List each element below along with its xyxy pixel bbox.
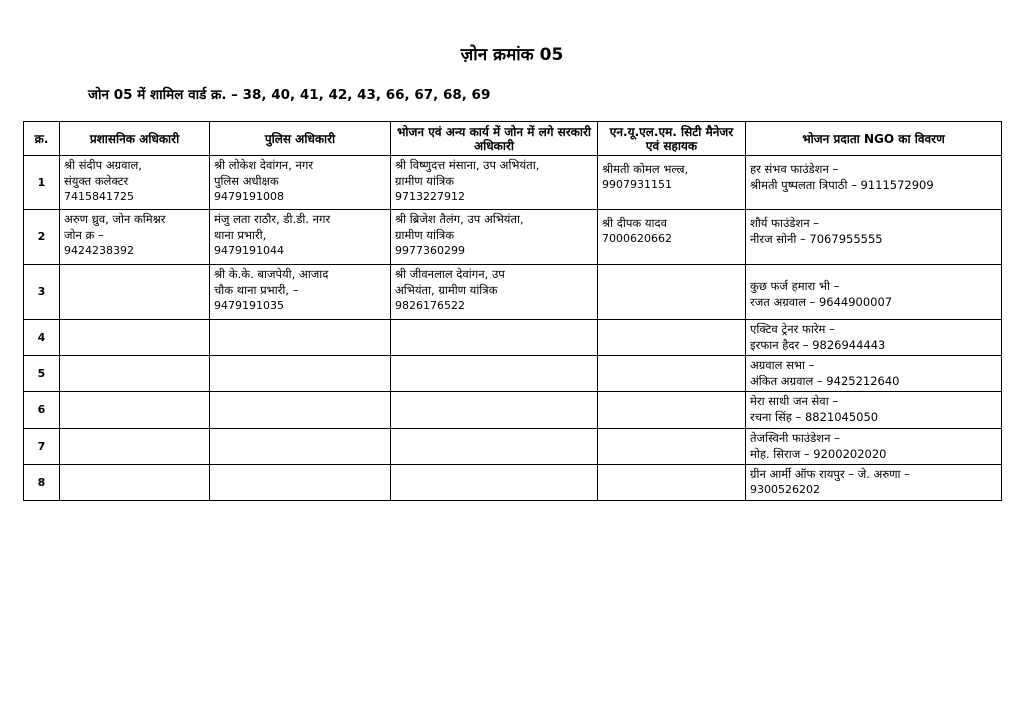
- police-officer-name: श्री के.के. बाजपेयी, आजाद: [214, 267, 329, 281]
- header-ngo-details: भोजन प्रदाता NGO का विवरण: [746, 122, 1002, 156]
- police-officer-cell: [210, 156, 391, 210]
- ngo-details-cell: [746, 429, 1002, 465]
- row-serial: 2: [24, 210, 60, 265]
- ngo-details-cell: [746, 392, 1002, 429]
- govt-officer-phone: 9977360299: [395, 244, 465, 257]
- nulm-manager-cell: [598, 429, 746, 465]
- police-officer-designation: थाना प्रभारी,: [214, 228, 267, 242]
- table-header-row: [24, 122, 1002, 156]
- admin-officer-name: अरुण ध्रुव, जोन कमिश्नर: [64, 212, 166, 226]
- ngo-details-cell: [746, 156, 1002, 210]
- admin-officer-cell: [60, 320, 210, 356]
- police-officer-cell: [210, 210, 391, 265]
- govt-officer-name: श्री जीवनलाल देवांगन, उप: [395, 267, 505, 281]
- row-serial: 3: [24, 265, 60, 320]
- row-serial: 4: [24, 320, 60, 356]
- nulm-manager-cell: [598, 265, 746, 320]
- admin-officer-cell: [60, 210, 210, 265]
- govt-officer-department: ग्रामीण यांत्रिक: [395, 174, 455, 188]
- ngo-contact: अंकित अग्रवाल – 9425212640: [750, 374, 900, 388]
- nulm-manager-name: श्री दीपक यादव: [602, 216, 668, 230]
- ngo-name: एक्टिव ट्रेनर फारेम –: [750, 322, 835, 336]
- police-officer-cell: [210, 392, 391, 429]
- govt-officer-cell: [391, 429, 598, 465]
- header-admin-officer: प्रशासनिक अधिकारी: [60, 122, 210, 156]
- ngo-name: कुछ फर्ज हमारा भी –: [750, 279, 840, 293]
- ngo-contact: इरफान हैदर – 9826944443: [750, 338, 886, 352]
- ngo-details-cell: [746, 320, 1002, 356]
- row-serial: 8: [24, 465, 60, 501]
- govt-officer-cell: [391, 210, 598, 265]
- ngo-contact: रचना सिंह – 8821045050: [750, 410, 879, 424]
- admin-officer-cell: [60, 156, 210, 210]
- ward-list-subtitle: जोन 05 में शामिल वार्ड क्र. – 38, 40, 41, 42, 43, 66, 67, 68, 69: [88, 87, 491, 103]
- admin-officer-designation: संयुक्त कलेक्टर: [64, 174, 129, 188]
- admin-officer-cell: [60, 429, 210, 465]
- row-serial: 5: [24, 356, 60, 392]
- header-serial: क्र.: [24, 122, 60, 156]
- admin-officer-cell: [60, 465, 210, 501]
- govt-officer-phone: 9826176522: [395, 299, 465, 312]
- police-officer-designation: पुलिस अधीक्षक: [214, 174, 279, 188]
- ngo-details-cell: [746, 265, 1002, 320]
- table-row: [24, 265, 1002, 320]
- table-row: [24, 210, 1002, 265]
- table-row: [24, 156, 1002, 210]
- govt-officer-cell: [391, 392, 598, 429]
- header-nulm-manager: एन.यू.एल.एम. सिटी मैनेजर एवं सहायक: [598, 122, 746, 156]
- police-officer-phone: 9479191008: [214, 190, 284, 203]
- table-row: [24, 356, 1002, 392]
- row-serial: 6: [24, 392, 60, 429]
- govt-officer-cell: [391, 465, 598, 501]
- admin-officer-cell: [60, 392, 210, 429]
- page-title: ज़ोन क्रमांक 05: [460, 45, 564, 65]
- row-serial: 1: [24, 156, 60, 210]
- header-police-officer: पुलिस अधिकारी: [210, 122, 391, 156]
- police-officer-phone: 9479191035: [214, 299, 284, 312]
- govt-officer-name: श्री विष्णुदत्त मंसाना, उप अभियंता,: [395, 158, 540, 172]
- ngo-contact: मोह. सिराज – 9200202020: [750, 447, 887, 461]
- ngo-name: ग्रीन आर्मी ऑफ रायपुर – जे. अरुणा –: [750, 467, 910, 481]
- police-officer-cell: [210, 356, 391, 392]
- nulm-manager-cell: [598, 320, 746, 356]
- nulm-manager-phone: 7000620662: [602, 232, 672, 245]
- nulm-manager-cell: [598, 465, 746, 501]
- ngo-details-cell: [746, 210, 1002, 265]
- police-officer-name: श्री लोकेश देवांगन, नगर: [214, 158, 314, 172]
- police-officer-designation: चौक थाना प्रभारी, –: [214, 283, 299, 297]
- ngo-name: मेरा साथी जन सेवा –: [750, 394, 839, 408]
- nulm-manager-cell: [598, 156, 746, 210]
- police-officer-cell: [210, 465, 391, 501]
- nulm-manager-cell: [598, 392, 746, 429]
- govt-officer-cell: [391, 356, 598, 392]
- nulm-manager-cell: [598, 356, 746, 392]
- police-officer-name: मंजु लता राठौर, डी.डी. नगर: [214, 212, 331, 226]
- govt-officer-cell: [391, 265, 598, 320]
- ngo-name: हर संभव फाउंडेशन –: [750, 162, 839, 176]
- ngo-contact: रजत अग्रवाल – 9644900007: [750, 295, 893, 309]
- admin-officer-designation: जोन क्र –: [64, 228, 104, 242]
- zone-officials-table: [23, 121, 1002, 501]
- nulm-manager-phone: 9907931151: [602, 178, 672, 191]
- ngo-name: अग्रवाल सभा –: [750, 358, 815, 372]
- admin-officer-phone: 7415841725: [64, 190, 134, 203]
- police-officer-cell: [210, 320, 391, 356]
- row-serial: 7: [24, 429, 60, 465]
- admin-officer-cell: [60, 356, 210, 392]
- admin-officer-name: श्री संदीप अग्रवाल,: [64, 158, 142, 172]
- govt-officer-department: ग्रामीण यांत्रिक: [395, 228, 455, 242]
- table-row: [24, 429, 1002, 465]
- govt-officer-phone: 9713227912: [395, 190, 465, 203]
- ngo-contact: श्रीमती पुष्पलता त्रिपाठी – 9111572909: [750, 178, 934, 192]
- govt-officer-cell: [391, 320, 598, 356]
- table-row: [24, 320, 1002, 356]
- table-row: [24, 392, 1002, 429]
- header-govt-officer: भोजन एवं अन्य कार्य में जोन में लगे सरकारी अधिकारी: [391, 122, 598, 156]
- police-officer-cell: [210, 429, 391, 465]
- ngo-details-cell: [746, 465, 1002, 501]
- nulm-manager-name: श्रीमती कोमल भल्ल्र,: [602, 162, 689, 176]
- table-row: [24, 465, 1002, 501]
- nulm-manager-cell: [598, 210, 746, 265]
- govt-officer-cell: [391, 156, 598, 210]
- ngo-details-cell: [746, 356, 1002, 392]
- ngo-contact: नीरज सोनी – 7067955555: [750, 232, 883, 246]
- police-officer-phone: 9479191044: [214, 244, 284, 257]
- police-officer-cell: [210, 265, 391, 320]
- ngo-contact: 9300526202: [750, 483, 820, 496]
- govt-officer-department: अभियंता, ग्रामीण यांत्रिक: [395, 283, 498, 297]
- admin-officer-phone: 9424238392: [64, 244, 134, 257]
- ngo-name: तेजस्विनी फाउंडेशन –: [750, 431, 840, 445]
- ngo-name: शौर्य फाउंडेशन –: [750, 216, 820, 230]
- govt-officer-name: श्री ब्रिजेश तैलंग, उप अभियंता,: [395, 212, 524, 226]
- admin-officer-cell: [60, 265, 210, 320]
